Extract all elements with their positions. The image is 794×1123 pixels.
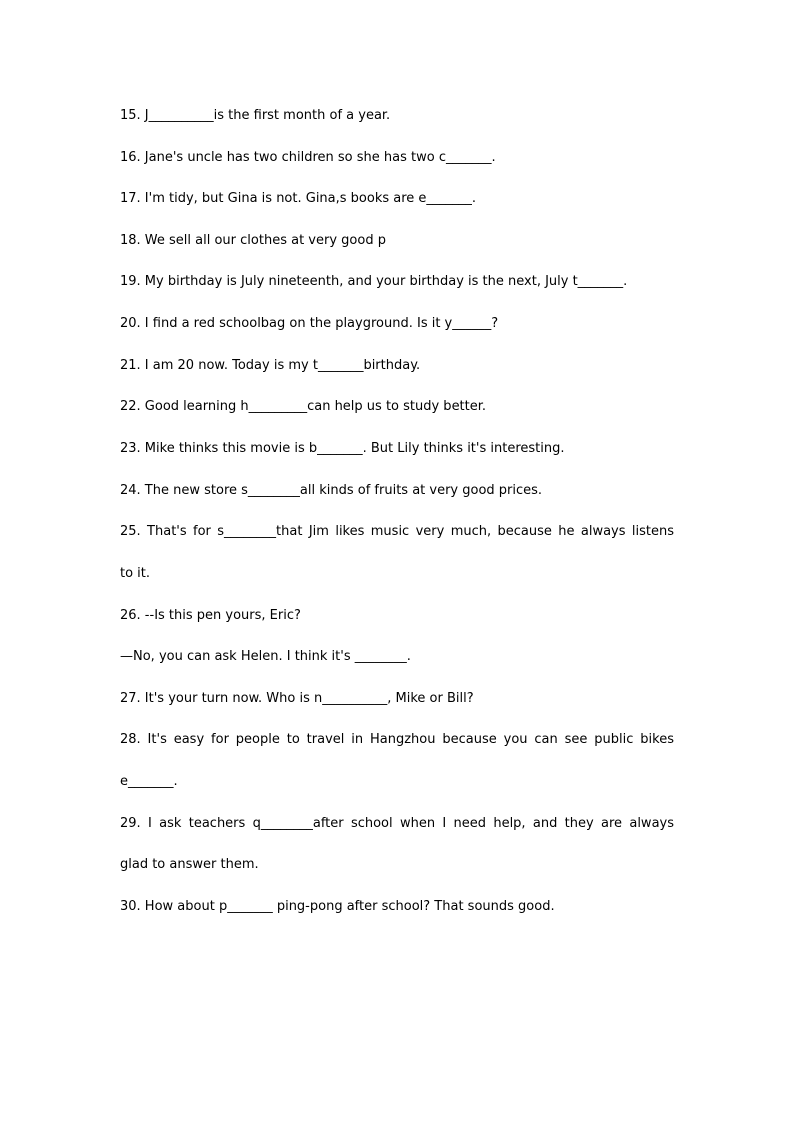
question-20: 20. I find a red schoolbag on the playground. Is it y______? [120,316,499,331]
question-22: 22. Good learning h_________can help us to study better. [120,399,487,414]
question-18: 18. We sell all our clothes at very good p [120,233,386,248]
question-30: 30. How about p_______ ping-pong after school? That sounds good. [120,899,555,914]
question-26: 26. --Is this pen yours, Eric? [120,608,301,623]
question-19: 19. My birthday is July nineteenth, and your birthday is the next, July t_______. [120,274,628,289]
question-25-line-1: 25. That's for s________that Jim likes music very much, because he always listens [120,524,674,539]
question-17: 17. I'm tidy, but Gina is not. Gina,s books are e_______. [120,191,477,206]
question-29-line-2: glad to answer them. [120,857,259,872]
question-27: 27. It's your turn now. Who is n__________, Mike or Bill? [120,691,474,706]
question-29-line-1: 29. I ask teachers q________after school when I need help, and they are always [120,816,674,831]
question-15: 15. J__________is the first month of a year. [120,108,391,123]
question-16: 16. Jane's uncle has two children so she has two c_______. [120,150,496,165]
question-28-line-1: 28. It's easy for people to travel in Hangzhou because you can see public bikes [120,732,674,747]
question-24: 24. The new store s________all kinds of fruits at very good prices. [120,483,543,498]
question-21: 21. I am 20 now. Today is my t_______birthday. [120,358,421,373]
question-23: 23. Mike thinks this movie is b_______. But Lily thinks it's interesting. [120,441,565,456]
question-28-line-2: e_______. [120,774,178,789]
question-25-line-2: to it. [120,566,151,581]
question-26-answer: —No, you can ask Helen. I think it's ________. [120,649,411,664]
